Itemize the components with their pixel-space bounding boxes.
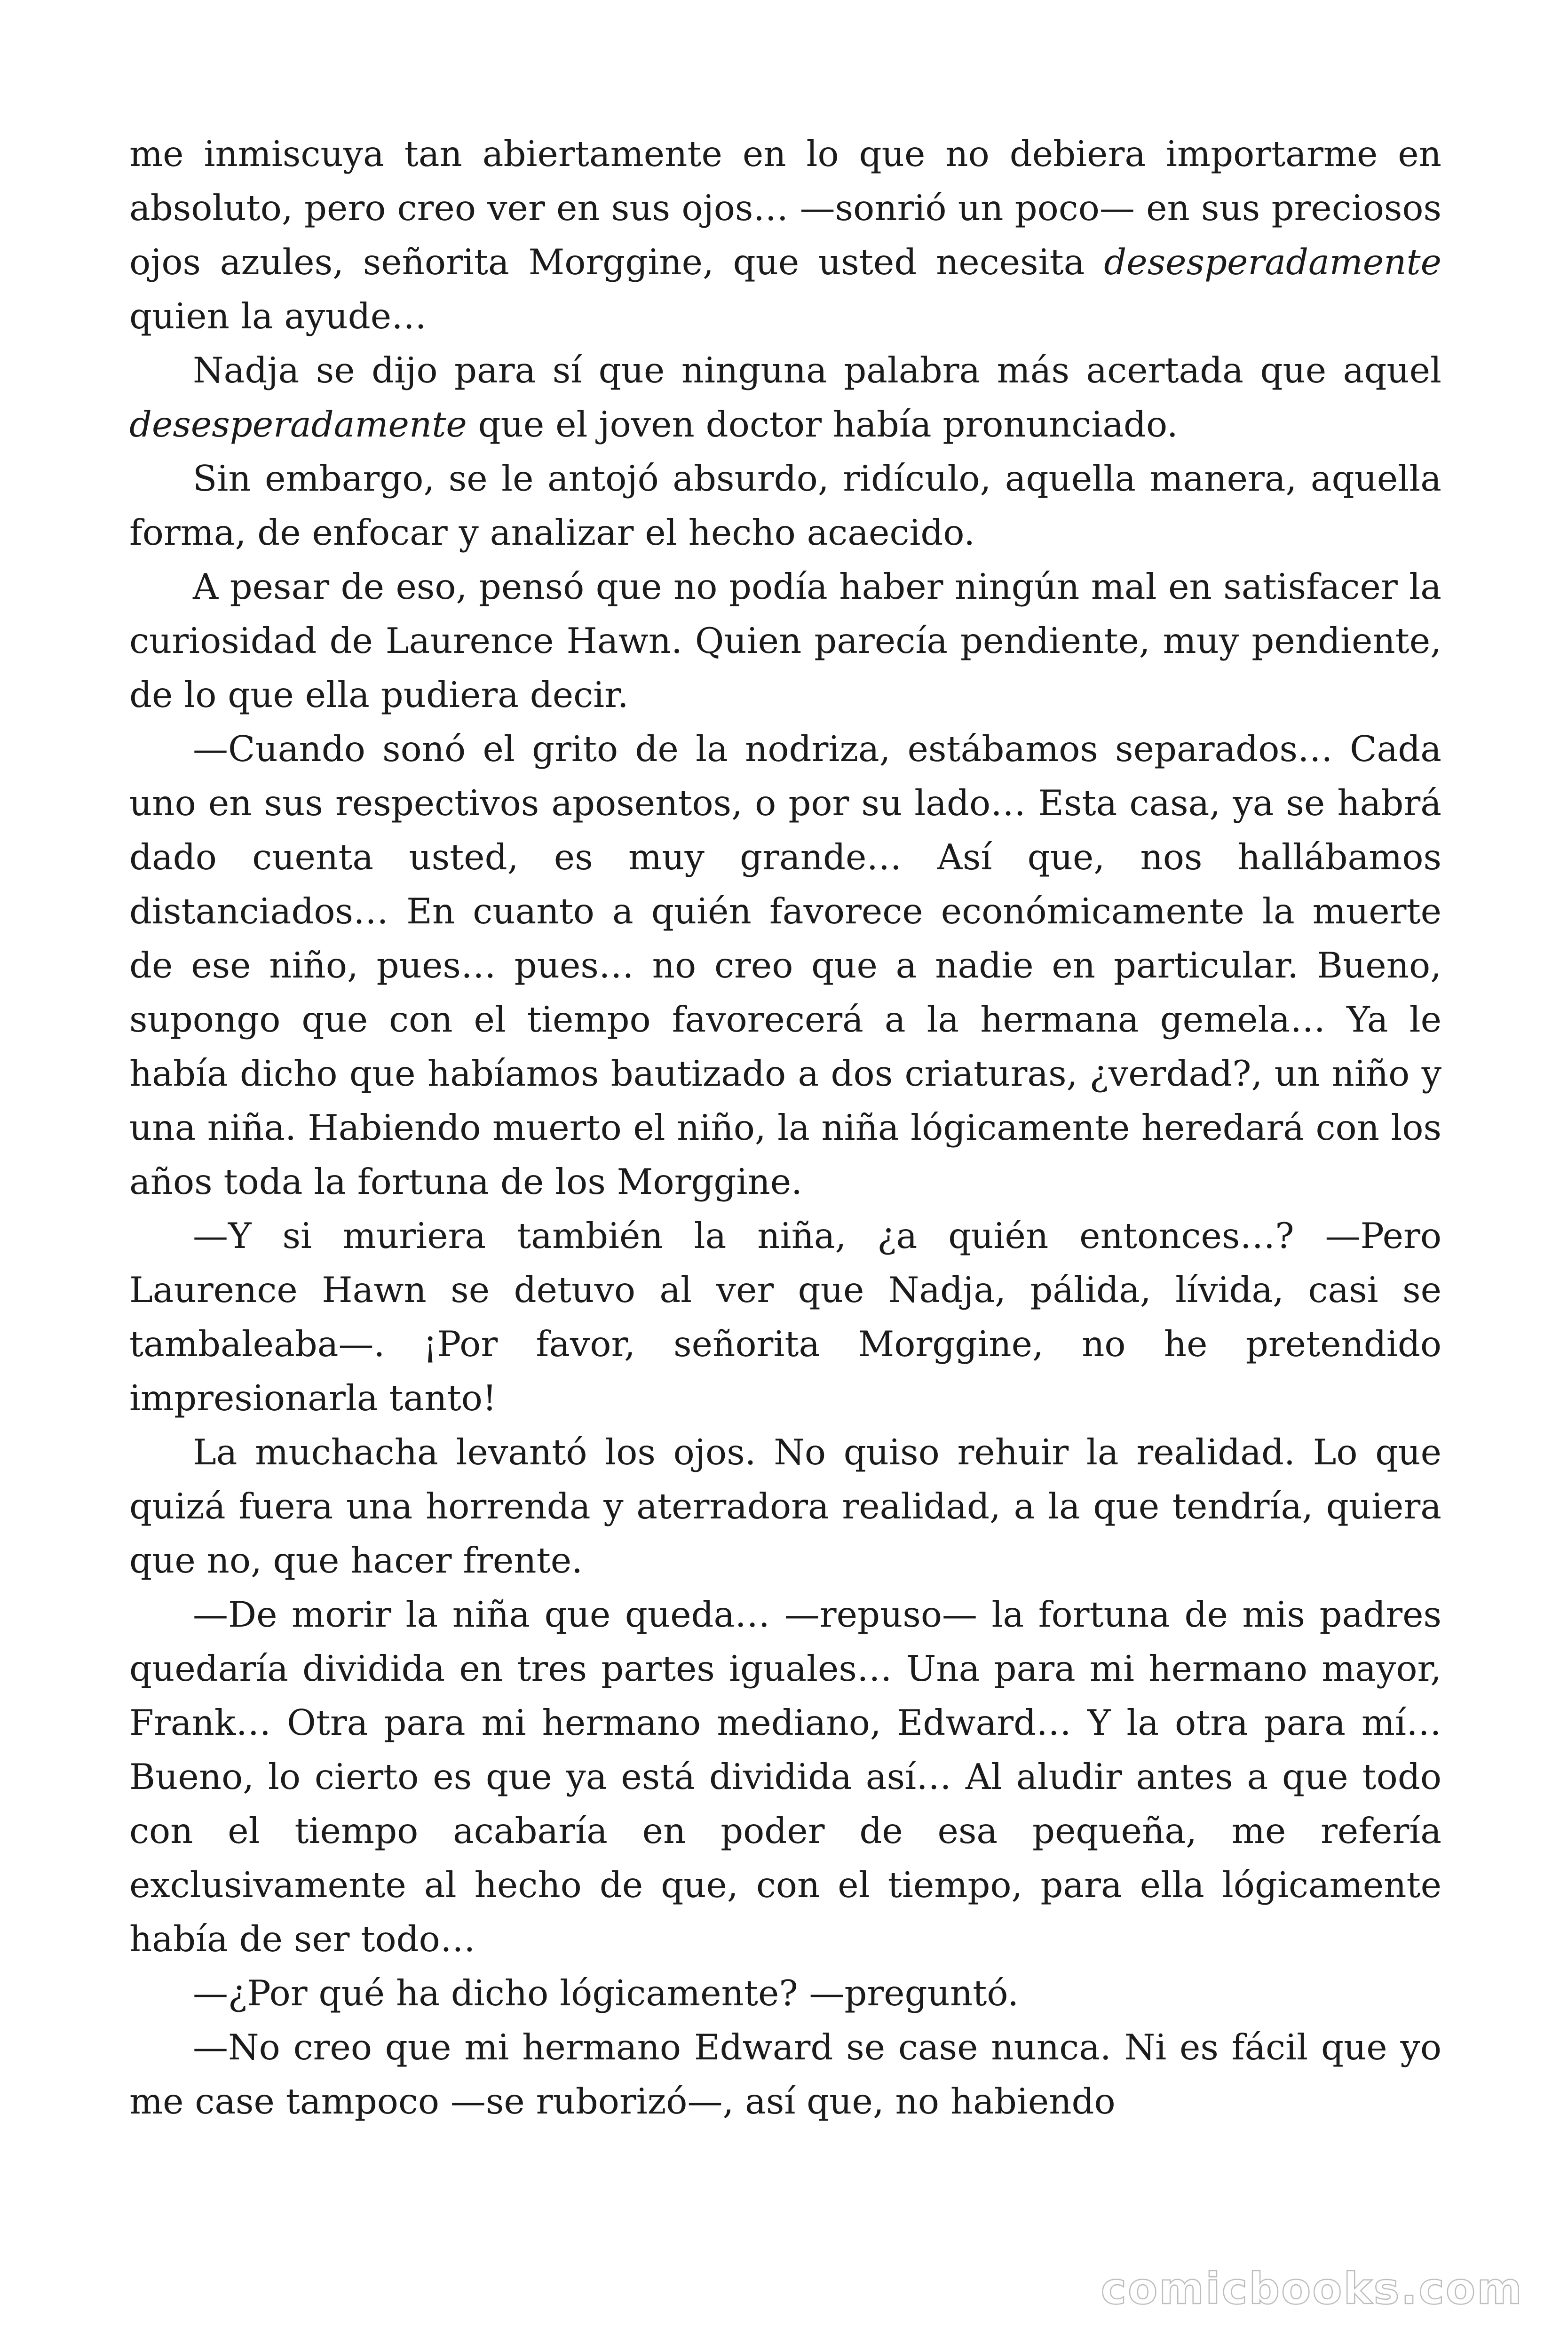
- paragraph-text: me inmiscuya tan abiertamente en lo que no debiera importarme en absoluto, pero creo ver en sus ojos… —sonrió un poco— en sus preciosos ojos azules, señorita Morggine, que usted necesita: [129, 133, 1441, 283]
- book-page-text: [129, 127, 1441, 2129]
- paragraph: [129, 2020, 1441, 2129]
- paragraph-text: —¿Por qué ha dicho lógicamente? —preguntó.: [193, 1972, 1019, 2014]
- emphasis-text: desesperadamente: [129, 404, 467, 445]
- paragraph: [129, 1209, 1441, 1425]
- paragraph-text: A pesar de eso, pensó que no podía haber ningún mal en satisfacer la curiosidad de Laurence Hawn. Quien parecía pendiente, muy pendiente, de lo que ella pudiera decir.: [129, 566, 1441, 715]
- emphasis-text: desesperadamente: [1104, 241, 1441, 283]
- watermark-text: comicbooks.com: [1101, 2264, 1523, 2314]
- paragraph: [129, 1425, 1441, 1588]
- paragraph: [129, 560, 1441, 722]
- paragraph-text: —No creo que mi hermano Edward se case nunca. Ni es fácil que yo me case tampoco —se ruborizó—, así que, no habiendo: [129, 2026, 1441, 2122]
- paragraph: [129, 452, 1441, 560]
- paragraph-text: Sin embargo, se le antojó absurdo, ridículo, aquella manera, aquella forma, de enfocar y analizar el hecho acaecido.: [129, 458, 1441, 553]
- paragraph: [129, 343, 1441, 452]
- paragraph-text: Nadja se dijo para sí que ninguna palabra más acertada que aquel: [193, 350, 1441, 391]
- paragraph: [129, 1588, 1441, 1966]
- paragraph-text: —Cuando sonó el grito de la nodriza, estábamos separados… Cada uno en sus respectivos aposentos, o por su lado… Esta casa, ya se habrá dado cuenta usted, es muy grande… Así que, nos hallábamos distanciados… En cuanto a quién favorece económicamente la muerte de ese niño, pues… pues… no creo que a nadie en particular. Bueno, supongo que con el tiempo favorecerá a la hermana gemela… Ya le había dicho que habíamos bautizado a dos criaturas, ¿verdad?, un niño y una niña. Habiendo muerto el niño, la niña lógicamente heredará con los años toda la fortuna de los Morggine.: [129, 728, 1441, 1202]
- paragraph-text: La muchacha levantó los ojos. No quiso rehuir la realidad. Lo que quizá fuera una horrenda y aterradora realidad, a la que tendría, quiera que no, que hacer frente.: [129, 1431, 1441, 1581]
- paragraph-text: —Y si muriera también la niña, ¿a quién entonces…? —Pero Laurence Hawn se detuvo al ver que Nadja, pálida, lívida, casi se tambaleaba—. ¡Por favor, señorita Morggine, no he pretendido impresionarla tanto!: [129, 1215, 1441, 1419]
- paragraph-text: que el joven doctor había pronunciado.: [467, 404, 1178, 445]
- paragraph-text: quien la ayude…: [129, 295, 427, 337]
- paragraph: [129, 1966, 1441, 2020]
- paragraph: [129, 722, 1441, 1209]
- paragraph-text: —De morir la niña que queda… —repuso— la fortuna de mis padres quedaría dividida en tres partes iguales… Una para mi hermano mayor, Frank… Otra para mi hermano mediano, Edward… Y la otra para mí… Bueno, lo cierto es que ya está dividida así… Al aludir antes a que todo con el tiempo acabaría en poder de esa pequeña, me refería exclusivamente al hecho de que, con el tiempo, para ella lógicamente había de ser todo…: [129, 1594, 1441, 1960]
- paragraph: [129, 127, 1441, 343]
